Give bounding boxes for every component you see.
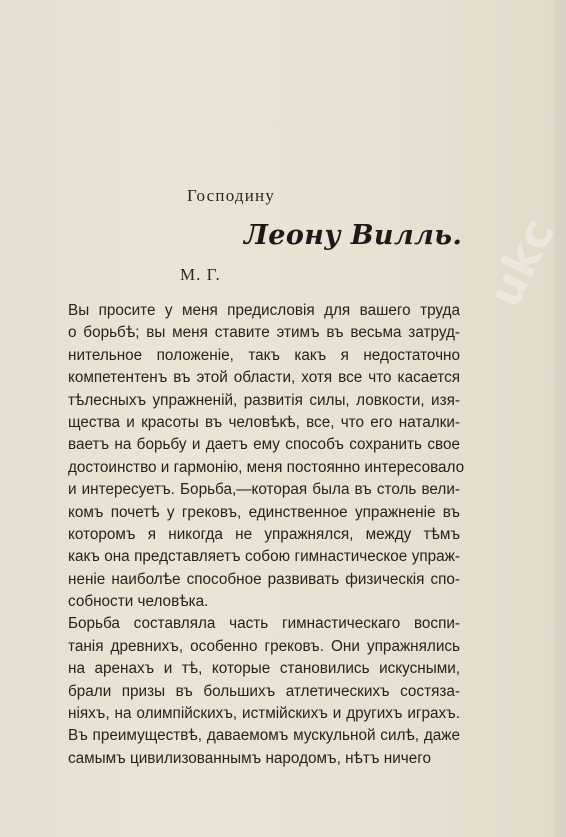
text-line: Вы просите у меня предисловія для вашего труда xyxy=(68,302,460,319)
text-line: Въ преимуществѣ, даваемомъ мускульной силѣ, даже xyxy=(68,727,460,745)
text-line: тѣлесныхъ упражненій, развитія силы, ловкости, изя- xyxy=(68,391,460,409)
text-line: танія древнихъ, особенно грековъ. Они упражнялись xyxy=(68,637,460,655)
salutation-abbreviation: М. Г. xyxy=(180,265,221,284)
text-line: ваетъ на борьбу и даетъ ему способъ сохранить свое xyxy=(68,436,460,454)
text-line: нительное положеніе, такъ какъ я недостаточно xyxy=(68,346,460,364)
body-text xyxy=(68,300,465,770)
text-line: ніяхъ, на олимпійскихъ, истмійскихъ и другихъ играхъ. xyxy=(68,705,460,723)
watermark: ukc xyxy=(477,210,566,316)
text-line: которомъ я никогда не упражнялся, между тѣмъ xyxy=(68,525,460,543)
text-line: щества и красоты въ человѣкѣ, все, что его наталки- xyxy=(68,413,460,431)
text-line: собности человѣка. xyxy=(68,593,209,611)
salutation: Господину xyxy=(187,186,276,205)
text-line: Борьба составляла часть гимнастическаго воспи- xyxy=(68,615,460,633)
text-line: неніе наиболѣе способное развивать физическія спо- xyxy=(68,570,460,588)
text-line: самымъ цивилизованнымъ народомъ, нѣтъ ничего xyxy=(68,749,431,767)
text-line: и интересуетъ. Борьба,—которая была въ столь вели- xyxy=(68,481,460,499)
text-line: брали призы въ большихъ атлетическихъ состяза- xyxy=(68,682,460,700)
text-line: о борьбѣ; вы меня ставите этимъ въ весьма затруд- xyxy=(68,324,460,342)
text-line: на аренахъ и тѣ, которые становились искусными, xyxy=(68,660,460,678)
text-line: комъ почетѣ у грековъ, единственное упражненіе въ xyxy=(68,503,460,521)
text-line: компетентенъ въ этой области, хотя все что касается xyxy=(68,369,460,387)
text-line: какъ она представляетъ собою гимнастическое упраж- xyxy=(68,548,460,566)
text-line: достоинство и гармонію, меня постоянно интересовало xyxy=(68,458,465,476)
addressee-name: Леону Вилль. xyxy=(244,220,463,251)
